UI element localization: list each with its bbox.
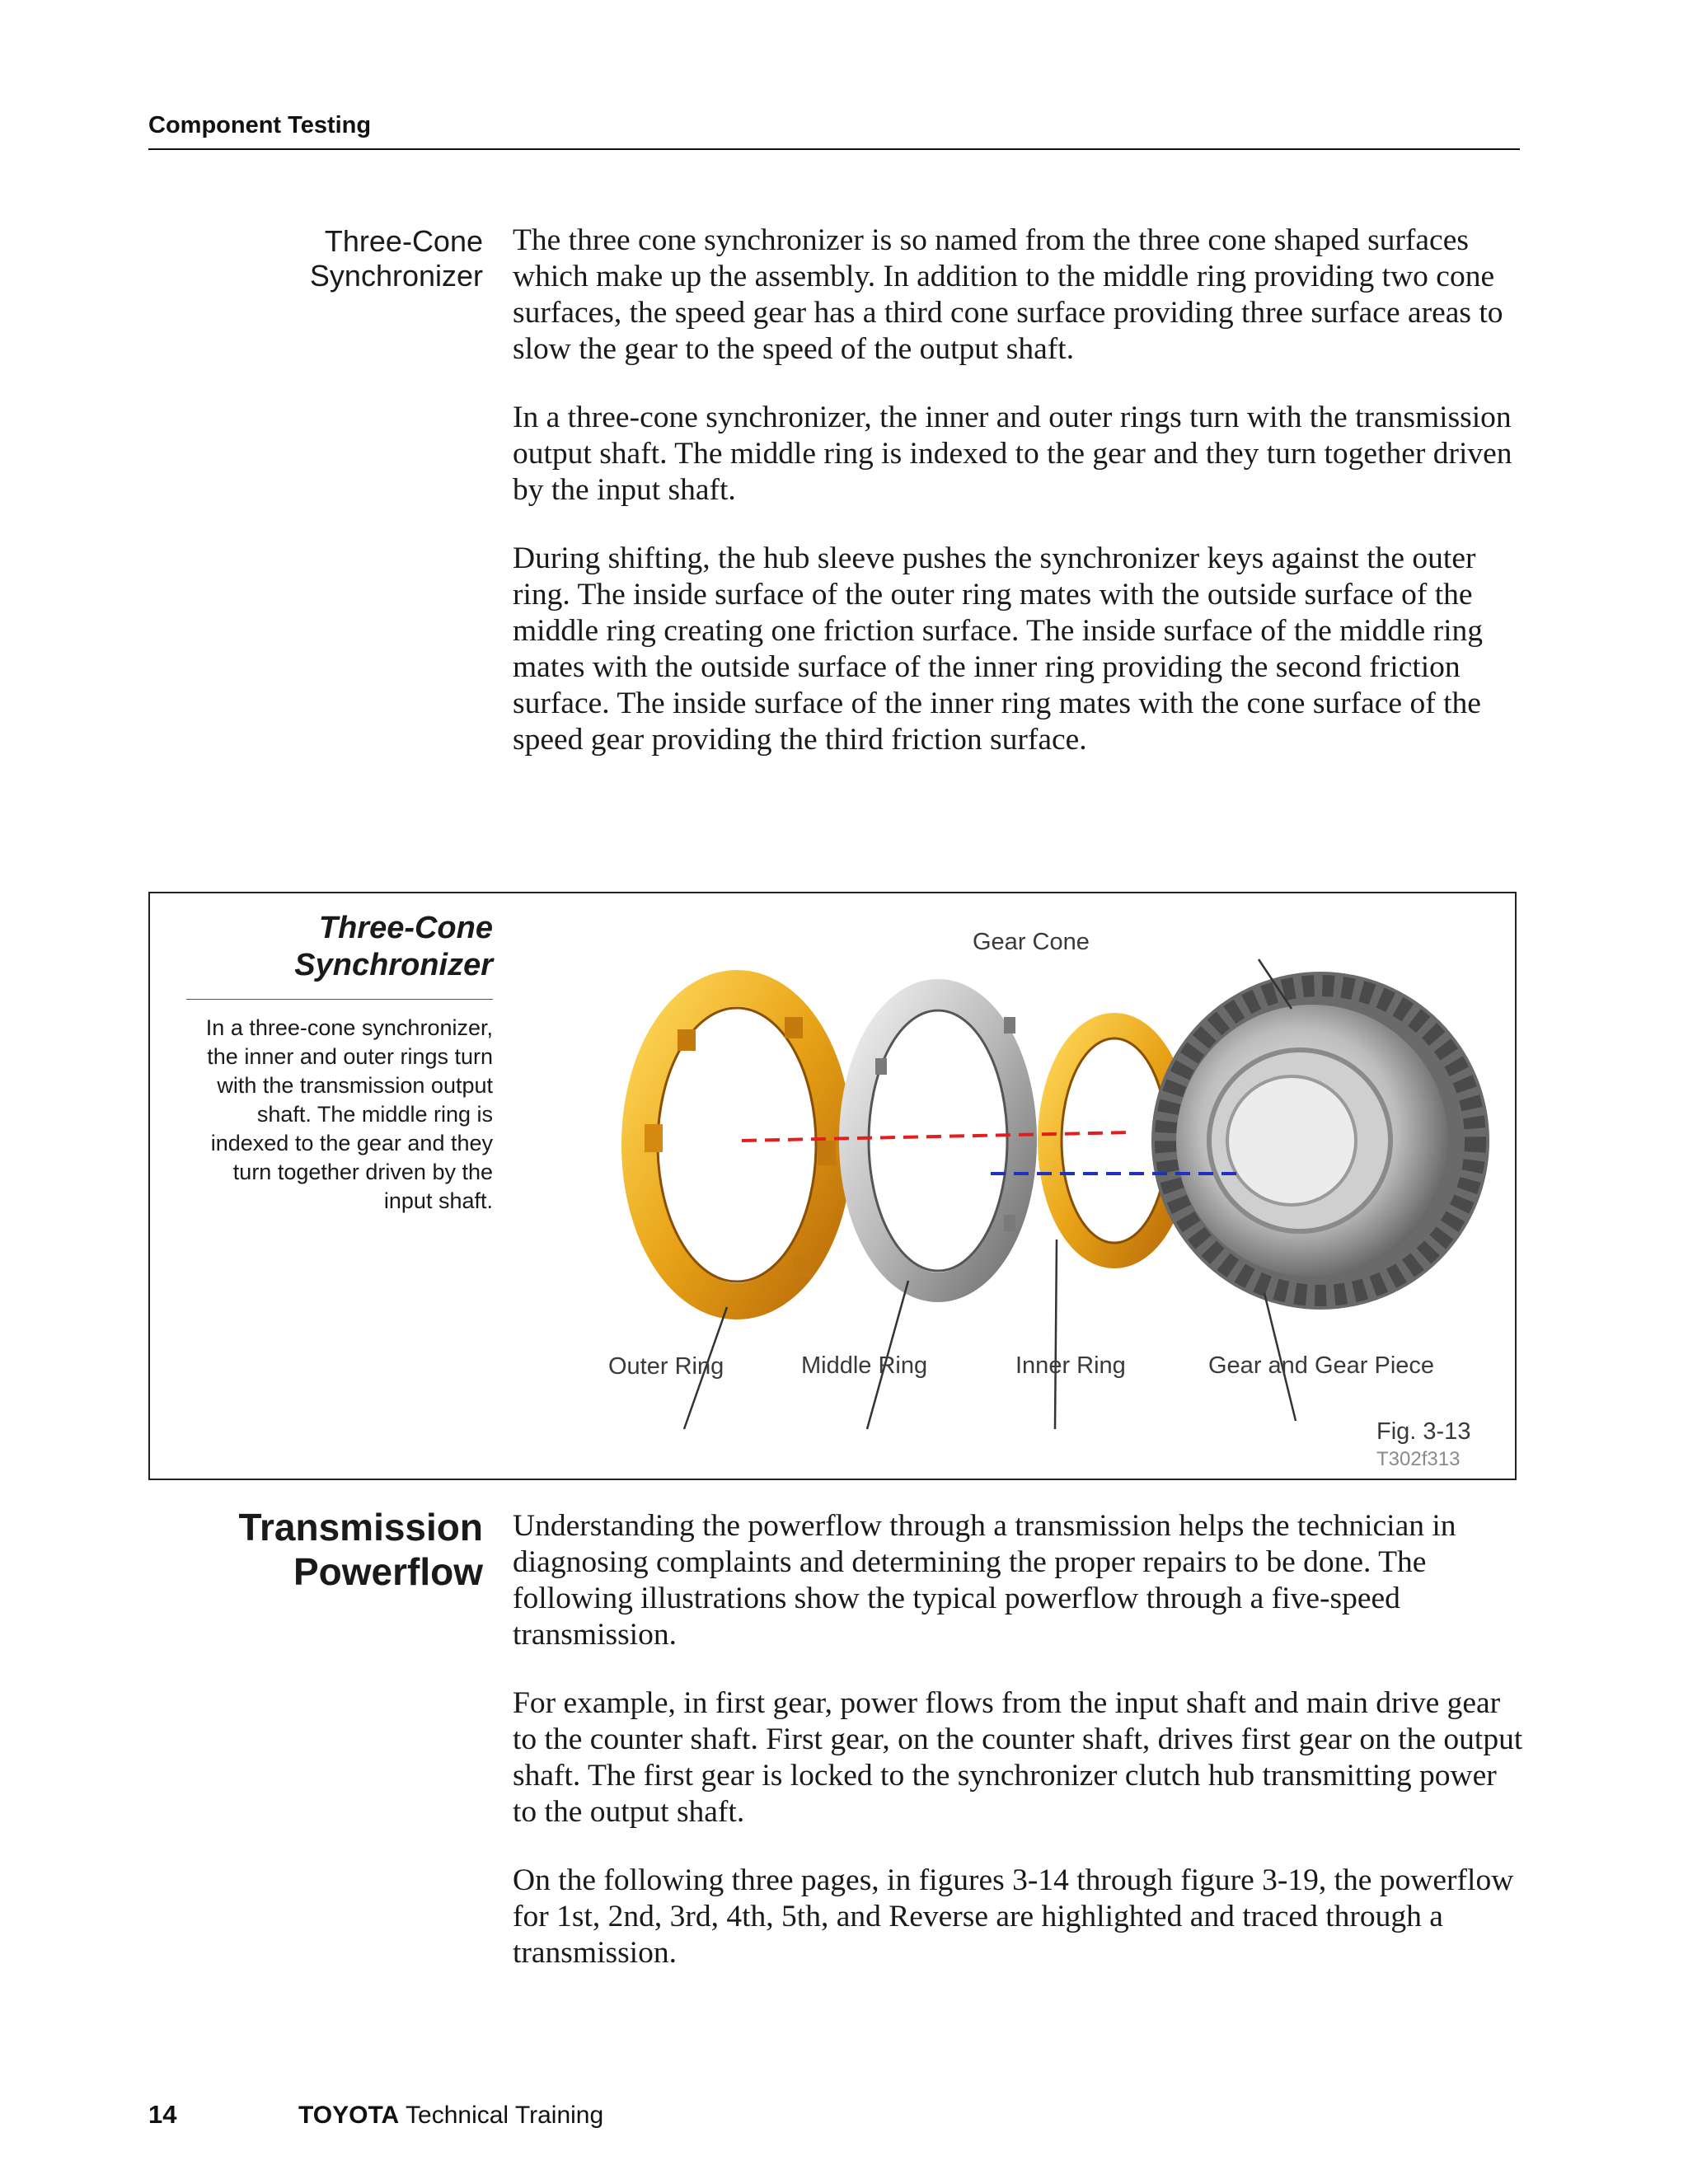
header-rule bbox=[148, 148, 1520, 150]
section-body-three-cone bbox=[513, 223, 1523, 790]
paragraph: Understanding the powerflow through a transmission helps the technician in diagnosing complaints and determining the proper repairs to be done. The following illustrations show the typical powerflow through a five-speed transmission. bbox=[513, 1509, 1456, 1652]
section-heading-three-cone bbox=[148, 224, 483, 293]
gear-graphic bbox=[1151, 972, 1489, 1310]
running-header: Component Testing bbox=[148, 112, 372, 138]
figure-title-line: Three-Cone bbox=[318, 911, 493, 945]
section-heading-line: Three-Cone bbox=[324, 224, 483, 258]
figure-title-line: Synchronizer bbox=[294, 948, 493, 982]
figure-caption: In a three-cone synchronizer, the inner and outer rings turn with the transmission output shaft. The middle ring is indexed to the gear and they turn together driven by the input shaft. bbox=[205, 1015, 493, 1213]
paragraph: For example, in first gear, power flows from the input shaft and main drive gear to the counter shaft. First gear, on the counter shaft, drives first gear on the output shaft. The first gear is locked to the synchronizer clutch hub transmitting power to the output shaft. bbox=[513, 1686, 1523, 1829]
label-gear-and-gear-piece: Gear and Gear Piece bbox=[1208, 1352, 1435, 1379]
label-gear-cone: Gear Cone bbox=[973, 929, 1090, 955]
footer-brand bbox=[298, 2102, 603, 2130]
paragraph: On the following three pages, in figures 3-14 through figure 3-19, the powerflow for 1st, 2nd, 3rd, 4th, 5th, and Reverse are highlighted and traced through a transmission. bbox=[513, 1863, 1514, 1970]
page-number: 14 bbox=[148, 2100, 177, 2129]
red-dash-line bbox=[742, 1132, 1131, 1141]
section-heading-transmission-powerflow bbox=[148, 1505, 483, 1594]
section-heading-line: Synchronizer bbox=[309, 259, 483, 293]
footer-brand-suffix: Technical Training bbox=[406, 2102, 604, 2129]
synchronizer-illustration bbox=[150, 893, 1515, 1479]
figure-code: T302f313 bbox=[1376, 1448, 1461, 1470]
paragraph: During shifting, the hub sleeve pushes the synchronizer keys against the outer ring. The inside surface of the outer ring mates with the outside surface of the middle ring creating one friction surface. The inside surface of the middle ring mates with the outside surface of the inner ring providing the second friction surface. The inside surface of the inner ring mates with the cone surface of the speed gear providing the third friction surface. bbox=[513, 541, 1484, 757]
outer-ring-graphic bbox=[640, 988, 836, 1301]
section-heading-line: Powerflow bbox=[293, 1550, 483, 1593]
paragraph: In a three-cone synchronizer, the inner and outer rings turn with the transmission output shaft. The middle ring is indexed to the gear and they turn together driven by the input shaft. bbox=[513, 401, 1512, 507]
label-outer-ring: Outer Ring bbox=[608, 1353, 724, 1380]
middle-ring-graphic bbox=[854, 994, 1022, 1287]
figure-3-13 bbox=[148, 892, 1517, 1480]
label-middle-ring: Middle Ring bbox=[801, 1352, 928, 1379]
section-heading-line: Transmission bbox=[238, 1506, 483, 1549]
footer-brand-name: TOYOTA bbox=[298, 2102, 400, 2129]
paragraph: The three cone synchronizer is so named from the three cone shaped surfaces which make up the assembly. In addition to the middle ring providing two cone surfaces, the speed gear has a third cone surface providing three surface areas to slow the gear to the speed of the output shaft. bbox=[513, 223, 1503, 366]
label-inner-ring: Inner Ring bbox=[1015, 1352, 1126, 1379]
section-body-transmission-powerflow bbox=[513, 1508, 1523, 2004]
figure-number: Fig. 3-13 bbox=[1376, 1418, 1471, 1445]
